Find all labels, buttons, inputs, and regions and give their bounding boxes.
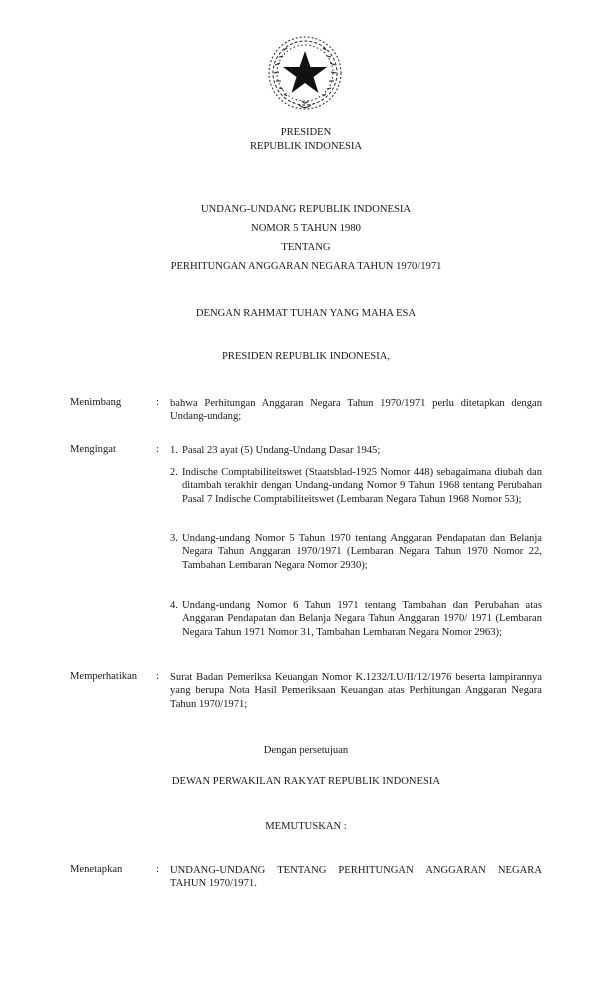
item-number: 2.: [170, 467, 178, 478]
colon: :: [156, 444, 159, 455]
header-republik-indonesia: REPUBLIK INDONESIA: [249, 141, 363, 152]
approval-body: DEWAN PERWAKILAN RAKYAT REPUBLIK INDONESIA: [171, 776, 441, 787]
presidential-emblem-icon: [265, 35, 345, 115]
menetapkan-label: Menetapkan: [70, 864, 123, 875]
item-text: Indische Comptabiliteitswet (Staatsblad-1925 Nomor 448) sebagaimana diubah dan ditambah terakhir dengan Undang-undang Nomor 9 Tahun 1968 tentang Perubahan Pasal 7 Indische Comptabiliteitswet (Lembaran Negara Tahun 1968 Nomor 53);: [182, 467, 542, 505]
colon: :: [156, 671, 159, 682]
item-text: Pasal 23 ayat (5) Undang-Undang Dasar 1945;: [182, 445, 381, 456]
memperhatikan-label: Memperhatikan: [70, 671, 138, 682]
colon: :: [156, 397, 159, 408]
title-subject: PERHITUNGAN ANGGARAN NEGARA TAHUN 1970/1971: [170, 261, 442, 272]
memperhatikan-text: Surat Badan Pemeriksa Keuangan Nomor K.1232/I.U/II/12/1976 beserta lampirannya yang berupa Nota Hasil Pemeriksaan Keuangan atas Perhitungan Anggaran Negara Tahun 1970/1971;: [170, 672, 542, 710]
issuer: PRESIDEN REPUBLIK INDONESIA,: [221, 351, 391, 362]
decision-heading: MEMUTUSKAN :: [265, 821, 347, 832]
item-text: Undang-undang Nomor 5 Tahun 1970 tentang Anggaran Pendapatan dan Belanja Negara Tahun Anggaran 1970/1971 (Lembaran Negara Tahun 1970 Nomor 22, Tambahan Lembaran Negara Nomor 2930);: [182, 533, 542, 571]
item-text: Undang-undang Nomor 6 Tahun 1971 tentang Tambahan dan Perubahan atas Anggaran Pendapatan dan Belanja Negara Tahun Anggaran 1970/ 1971 (Lembaran Negara Tahun 1971 Nomor 31, Tambahan Lembaran Negara Nomor 2963);: [182, 600, 542, 638]
title-tentang: TENTANG: [281, 242, 331, 253]
menimbang-text: bahwa Perhitungan Anggaran Negara Tahun 1970/1971 perlu ditetapkan dengan Undang-undang;: [170, 398, 542, 423]
item-number: 3.: [170, 533, 178, 544]
header-presiden: PRESIDEN: [280, 127, 332, 138]
item-number: 1.: [170, 445, 178, 456]
invocation: DENGAN RAHMAT TUHAN YANG MAHA ESA: [195, 308, 417, 319]
menetapkan-text: UNDANG-UNDANG TENTANG PERHITUNGAN ANGGARAN NEGARA TAHUN 1970/1971.: [170, 865, 542, 890]
approval-line: Dengan persetujuan: [263, 745, 349, 756]
title-line-1: UNDANG-UNDANG REPUBLIK INDONESIA: [200, 204, 412, 215]
colon: :: [156, 864, 159, 875]
item-number: 4.: [170, 600, 178, 611]
menimbang-label: Menimbang: [70, 397, 122, 408]
mengingat-label: Mengingat: [70, 444, 116, 455]
title-number: NOMOR 5 TAHUN 1980: [251, 223, 361, 234]
